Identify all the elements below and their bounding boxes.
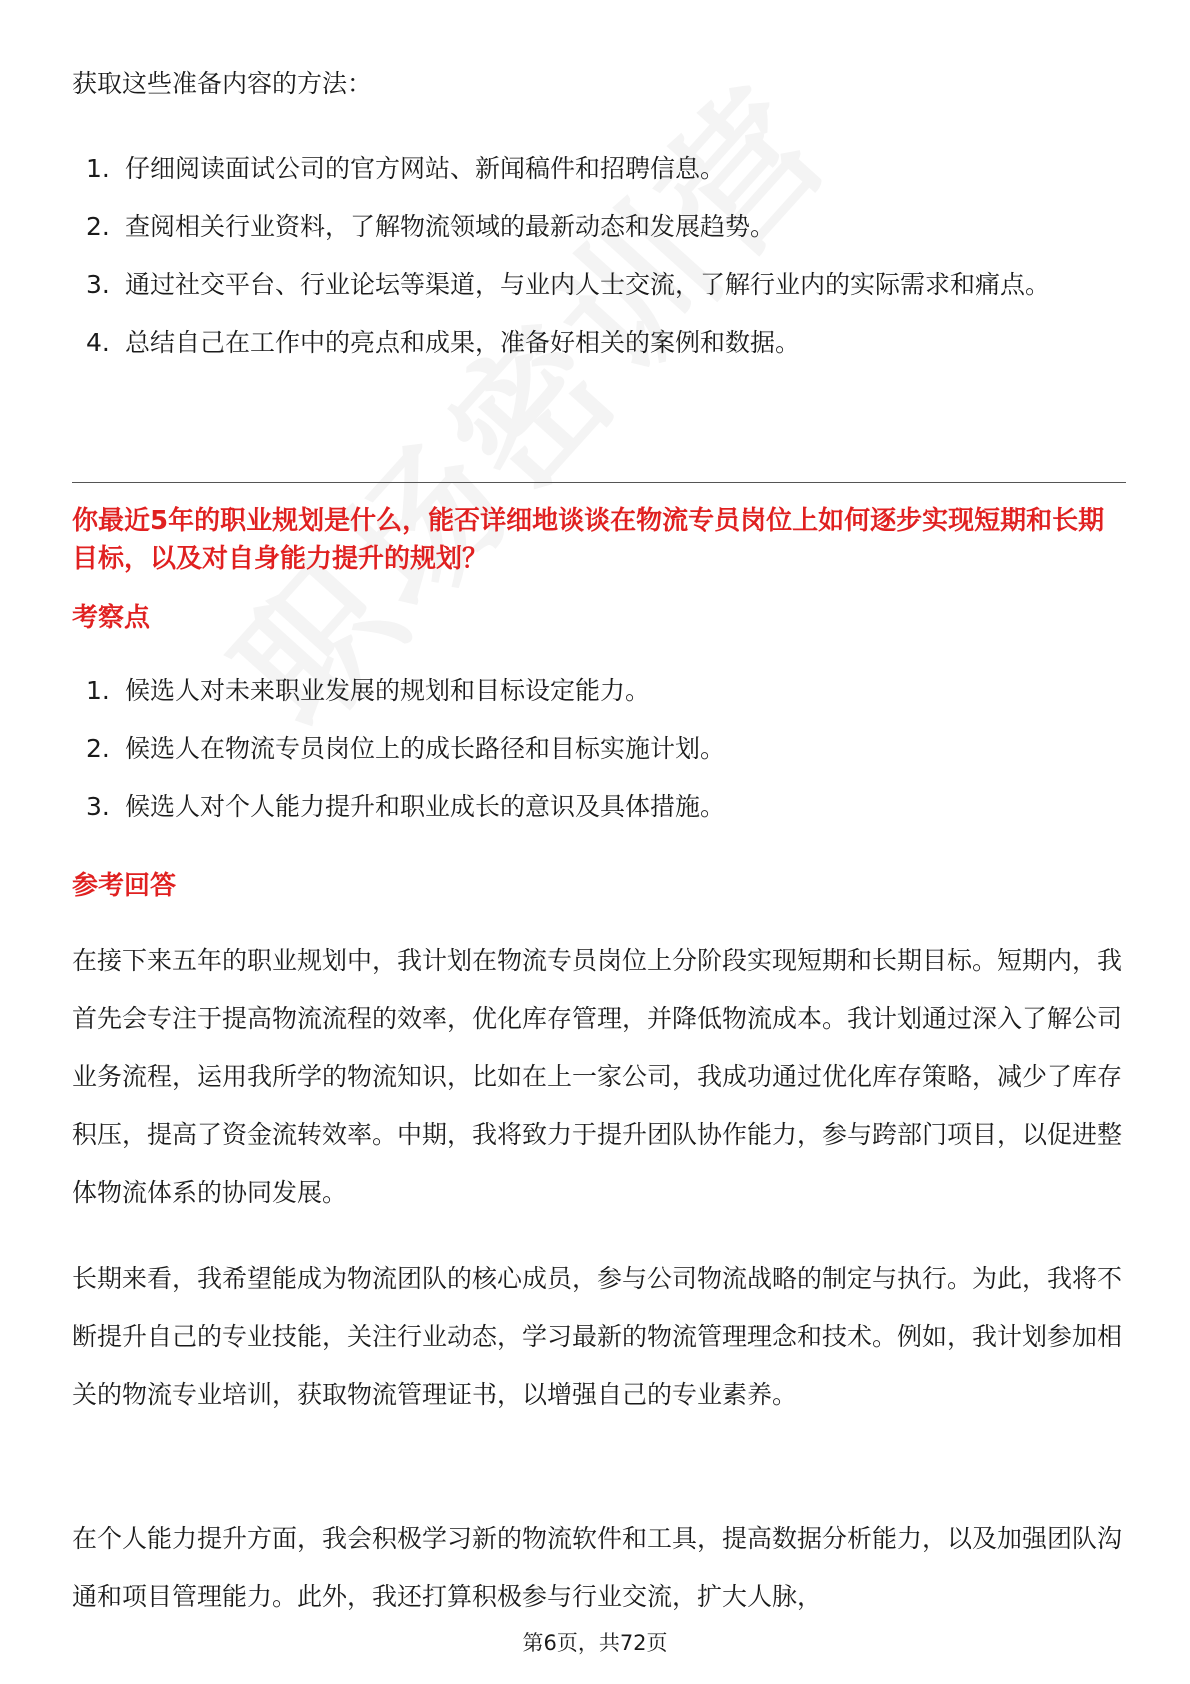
list-item xyxy=(72,720,1117,778)
assessment-list xyxy=(72,662,1117,836)
assessment-heading: 考察点 xyxy=(72,603,151,633)
list-number: 1. xyxy=(86,154,110,183)
list-number: 2. xyxy=(86,212,110,241)
page-footer: 第6页，共72页 xyxy=(522,1631,668,1655)
prep-methods-list xyxy=(72,140,1117,372)
list-item-text: 候选人对个人能力提升和职业成长的意识及具体措施。 xyxy=(125,792,726,821)
list-item-text: 候选人对未来职业发展的规划和目标设定能力。 xyxy=(125,676,651,705)
list-item-text: 仔细阅读面试公司的官方网站、新闻稿件和招聘信息。 xyxy=(125,154,726,183)
list-number: 1. xyxy=(86,676,110,705)
list-number: 4. xyxy=(86,328,110,357)
list-item-text: 总结自己在工作中的亮点和成果，准备好相关的案例和数据。 xyxy=(125,328,801,357)
reference-heading: 参考回答 xyxy=(72,871,177,901)
intro-text: 获取这些准备内容的方法： xyxy=(72,69,373,98)
list-number: 3. xyxy=(86,792,110,821)
list-item xyxy=(72,662,1117,720)
answer-paragraph: 在个人能力提升方面，我会积极学习新的物流软件和工具，提高数据分析能力，以及加强团队沟通和项目管理能力。此外，我还打算积极参与行业交流，扩大人脉， xyxy=(72,1524,1123,1611)
list-item xyxy=(72,198,1117,256)
answer-paragraph: 长期来看，我希望能成为物流团队的核心成员，参与公司物流战略的制定与执行。为此，我将不断提升自己的专业技能，关注行业动态，学习最新的物流管理理念和技术。例如，我计划参加相关的物流专业培训，获取物流管理证书，以增强自己的专业素养。 xyxy=(72,1264,1123,1409)
question-title: 你最近5年的职业规划是什么，能否详细地谈谈在物流专员岗位上如何逐步实现短期和长期目标，以及对自身能力提升的规划？ xyxy=(72,506,1105,574)
list-item-text: 候选人在物流专员岗位上的成长路径和目标实施计划。 xyxy=(125,734,726,763)
list-item-text: 通过社交平台、行业论坛等渠道，与业内人士交流，了解行业内的实际需求和痛点。 xyxy=(125,270,1051,299)
list-item xyxy=(72,314,1117,372)
section-divider xyxy=(72,482,1126,483)
list-item-text: 查阅相关行业资料，了解物流领域的最新动态和发展趋势。 xyxy=(125,212,776,241)
list-number: 3. xyxy=(86,270,110,299)
answer-paragraph: 在接下来五年的职业规划中，我计划在物流专员岗位上分阶段实现短期和长期目标。短期内，我首先会专注于提高物流流程的效率，优化库存管理，并降低物流成本。我计划通过深入了解公司业务流程，运用我所学的物流知识，比如在上一家公司，我成功通过优化库存策略，减少了库存积压，提高了资金流转效率。中期，我将致力于提升团队协作能力，参与跨部门项目，以促进整体物流体系的协同发展。 xyxy=(72,946,1123,1207)
list-item xyxy=(72,256,1117,314)
list-number: 2. xyxy=(86,734,110,763)
list-item xyxy=(72,140,1117,198)
list-item xyxy=(72,778,1117,836)
